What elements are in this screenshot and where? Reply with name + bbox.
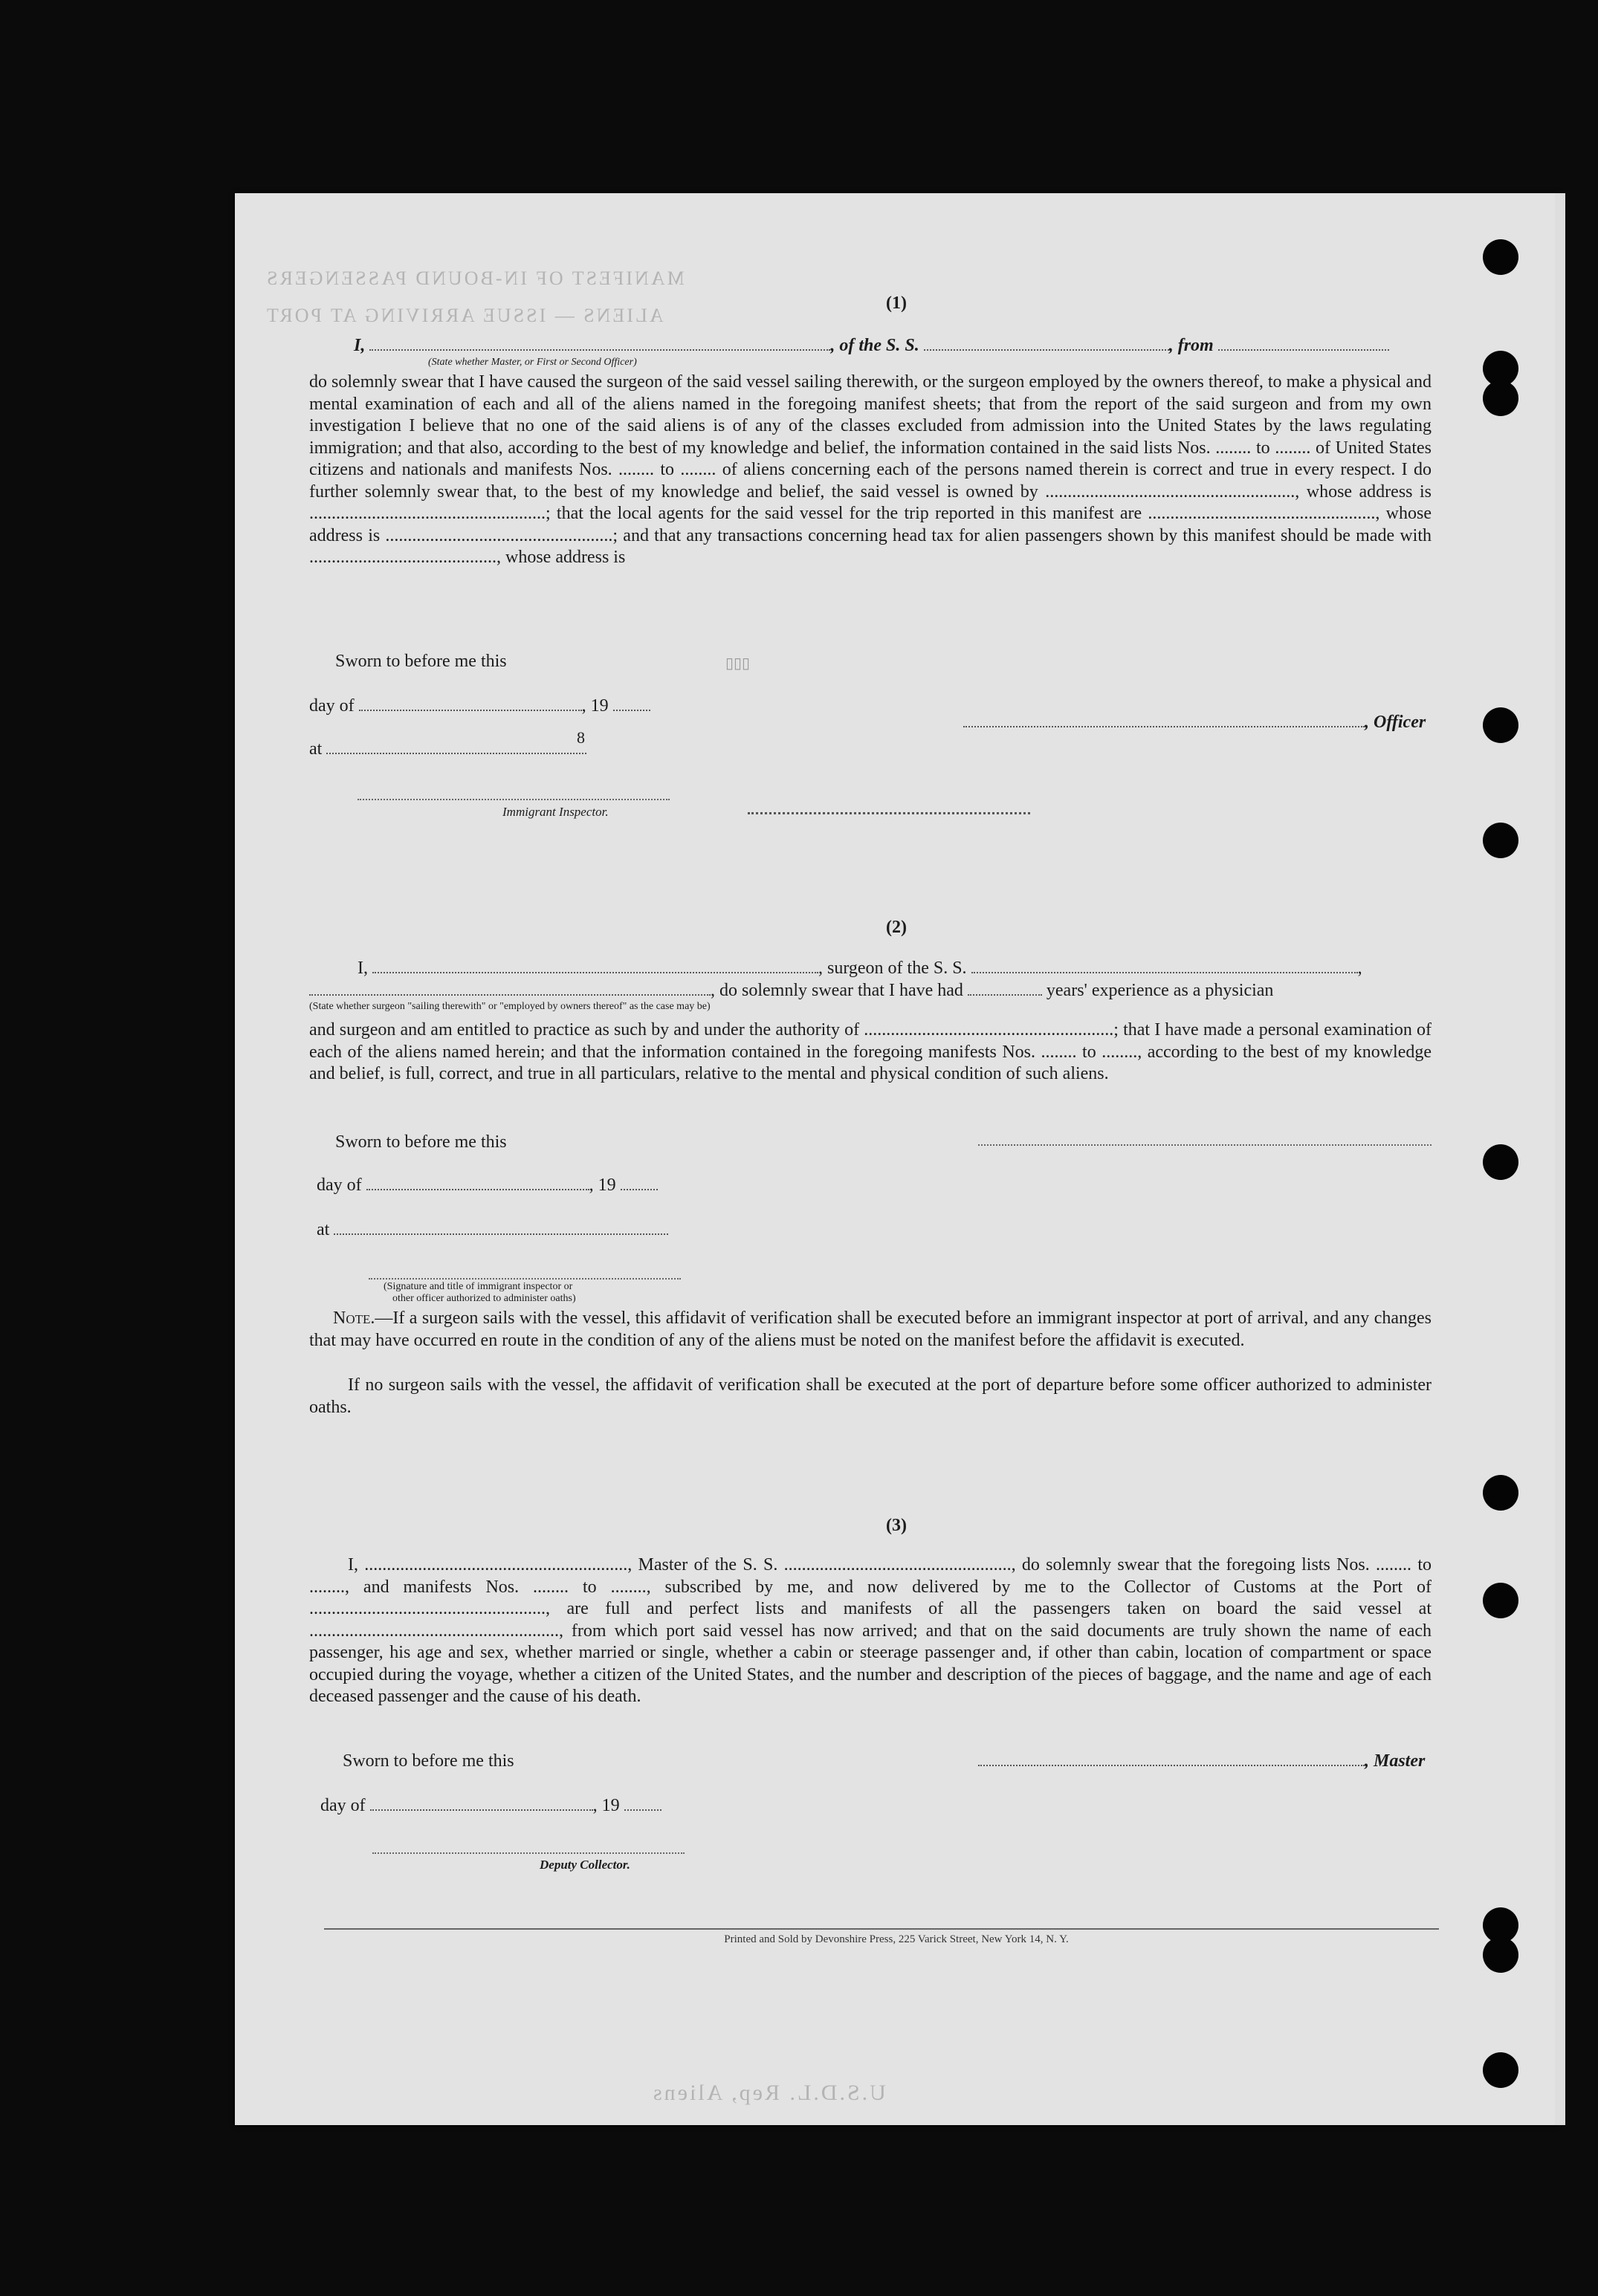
s2-sig-note-2: other officer authorized to administer oaths) xyxy=(392,1293,576,1304)
s1-officer-signature: , Officer xyxy=(963,711,1426,733)
bleed-through-text: MANIFEST OF IN-BOUND PASSENGERS xyxy=(265,267,685,289)
manifest-back-page xyxy=(235,193,1558,2125)
binder-hole xyxy=(1483,823,1518,858)
binder-hole xyxy=(1483,1144,1518,1180)
binder-hole xyxy=(1483,707,1518,743)
faint-stamp: ▯▯▯ xyxy=(725,655,751,672)
s2-day-of: day of , 19 xyxy=(317,1174,658,1196)
s2-surgeon-note: (State whether surgeon "sailing therewith" or "employed by owners thereof" as the case may be) xyxy=(309,1001,711,1012)
s2-line-had: , do solemnly swear that I have had years' experience as a physician xyxy=(309,979,1273,1002)
s3-sworn-label: Sworn to before me this xyxy=(343,1751,514,1771)
s2-note: Note.—If a surgeon sails with the vessel, this affidavit of verification shall be executed before an immigrant inspector at port of arrival, and any changes that may have occurred en route in the condition of any of the aliens must be noted on the manifest before the affidavit is executed. xyxy=(309,1308,1432,1350)
printer-footer: Printed and Sold by Devonshire Press, 225 Varick Street, New York 14, N. Y. xyxy=(724,1933,1069,1945)
s3-master-signature: , Master xyxy=(978,1750,1425,1772)
s1-line-i: I, , of the S. S. , from xyxy=(354,334,1389,357)
s1-at-value: 8 xyxy=(577,728,585,747)
s3-oath-text: I, ..........................................................., Master of the S. S. ..................................................., do solemnly swear that the foregoing lists Nos. ........ to ........, and manifests Nos. ........ to ........, subscribed by me, and now delivered by me to the Collector of Customs at the Port of ....................................................., are full and perfect lists and manifests of all the passengers taken on board the said vessel at ........................................................, from which port said vessel has now arrived; and that on the said documents are truly shown the name of each passenger, his age and sex, whether married or single, whether a cabin or steerage passenger and, if other than cabin, location of compartment or space occupied during the voyage, whether a citizen of the United States, and the number and description of the pieces of baggage, and the name and age of each deceased passenger and the cause of his death. xyxy=(309,1555,1432,1706)
section-2-number: (2) xyxy=(886,918,907,937)
section-1-number: (1) xyxy=(886,294,907,313)
s2-signature-line xyxy=(978,1144,1432,1146)
binder-hole xyxy=(1483,1937,1518,1973)
binder-hole xyxy=(1483,1583,1518,1618)
binder-hole xyxy=(1483,380,1518,416)
s1-at: at xyxy=(309,738,586,760)
s2-at: at xyxy=(317,1219,668,1241)
binder-hole xyxy=(1483,2052,1518,2088)
s3-day-of: day of , 19 xyxy=(320,1794,661,1817)
section-3-number: (3) xyxy=(886,1516,907,1535)
bleed-through-text: U.S.D.L. Rep, Aliens xyxy=(651,2081,886,2105)
s2-sworn-label: Sworn to before me this xyxy=(335,1132,507,1152)
s1-dotted-line xyxy=(748,812,1030,814)
s2-inspector-line xyxy=(369,1278,681,1280)
s1-sworn-label: Sworn to before me this xyxy=(335,652,507,671)
s2-sig-note-1: (Signature and title of immigrant inspector or xyxy=(384,1281,573,1292)
s2-oath-text: and surgeon and am entitled to practice as such by and under the authority of ........................................................; that I have made a personal examination of each of the aliens named herein; and that the information contained in the foregoing manifests Nos. ........ to ........, according to the best of my knowledge and belief, is full, correct, and true in all particulars, relative to the mental and physical condition of such aliens. xyxy=(309,1020,1432,1083)
s3-collector-line xyxy=(372,1852,685,1854)
s1-oath-text: do solemnly swear that I have caused the surgeon of the said vessel sailing therewith, or the surgeon employed by the owners thereof, to make a physical and mental examination of each and all of the aliens named in the foregoing manifest sheets; that from the report of the said surgeon and from my own investigation I believe that no one of the said aliens is of any of the classes excluded from admission into the United States by the laws regulating immigration; and that also, according to the best of my knowledge and belief, the information contained in the said lists Nos. ........ to ........ of United States citizens and nationals and manifests Nos. ........ to ........ of aliens concerning each of the persons named therein is correct and true in every respect. I do further solemnly swear that, to the best of my knowledge and belief, the said vessel is owned by ........................................................, whose address is .....................................................; that the local agents for the said vessel for the trip reported in this manifest are ..................................................., whose address is ...................................................; and that any transactions concerning head tax for alien passengers shown by this manifest should be made with .........................................., whose address is xyxy=(309,372,1432,567)
s2-line-i: I, , surgeon of the S. S. , xyxy=(358,959,1362,978)
s1-inspector-label: Immigrant Inspector. xyxy=(502,805,609,819)
s1-day-of: day of , 19 xyxy=(309,695,650,717)
s1-officer-note: (State whether Master, or First or Second Officer) xyxy=(428,357,637,368)
s1-inspector-line xyxy=(358,799,670,800)
bleed-through-text: ALIENS — ISSUE ARRIVING AT PORT xyxy=(265,305,664,326)
footer-rule xyxy=(324,1928,1439,1930)
s3-deputy-label: Deputy Collector. xyxy=(540,1858,630,1872)
binder-hole xyxy=(1483,239,1518,275)
s2-note-2: If no surgeon sails with the vessel, the affidavit of verification shall be executed at the port of departure before some officer authorized to administer oaths. xyxy=(309,1375,1432,1417)
binder-hole xyxy=(1483,1475,1518,1511)
